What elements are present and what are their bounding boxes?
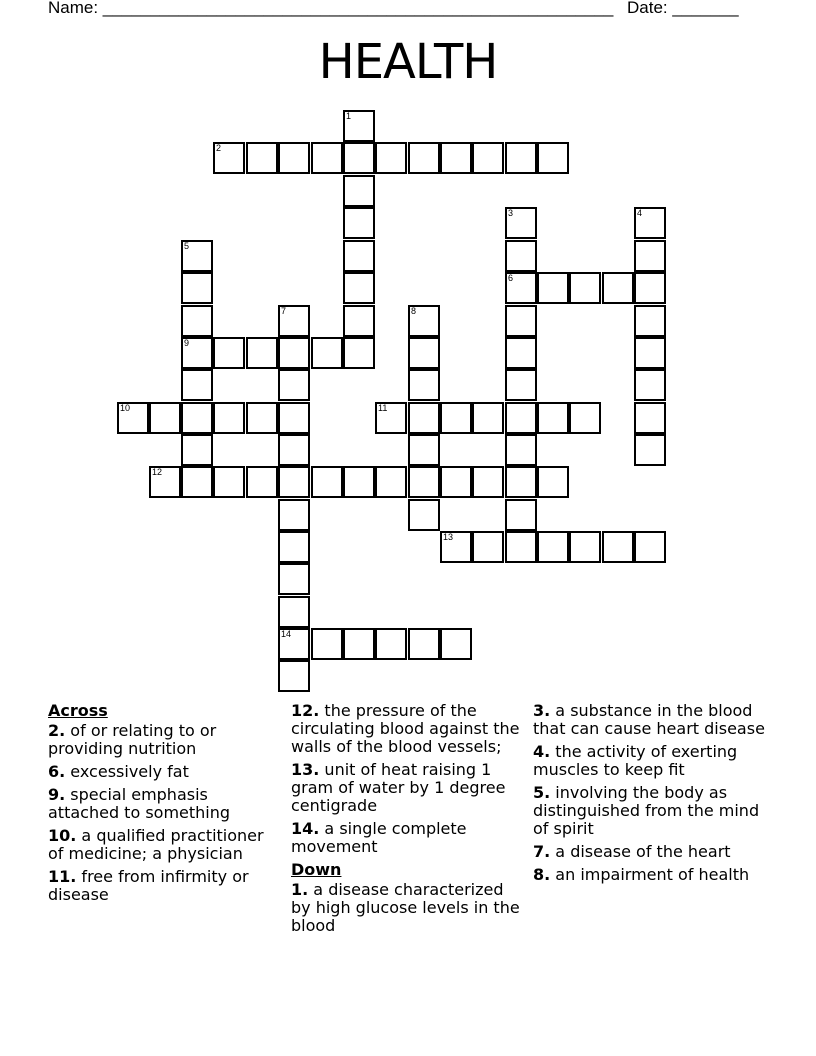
grid-cell[interactable] (634, 402, 666, 434)
grid-cell[interactable] (311, 142, 343, 174)
grid-cell[interactable] (278, 499, 310, 531)
clue-number: 10. (48, 826, 77, 845)
grid-cell[interactable] (440, 142, 472, 174)
clue (533, 866, 773, 884)
grid-cell[interactable] (537, 142, 569, 174)
grid-cell[interactable] (181, 466, 213, 498)
clue-text: the pressure of the circulating blood against the walls of the blood vessels; (291, 701, 520, 756)
clue-text: excessively fat (65, 762, 189, 781)
clue-number: 11 (378, 403, 388, 413)
grid-cell[interactable] (440, 531, 472, 563)
clue (48, 827, 280, 863)
clue (291, 881, 523, 935)
grid-cell[interactable] (505, 369, 537, 401)
clue-number: 13 (443, 532, 454, 542)
clue-number: 8. (533, 865, 551, 884)
clue-number: 10 (120, 403, 131, 413)
grid-cell[interactable] (278, 337, 310, 369)
grid-cell[interactable] (505, 337, 537, 369)
clue (48, 868, 280, 904)
grid-cell[interactable] (278, 305, 310, 337)
grid-cell[interactable] (278, 531, 310, 563)
grid-cell[interactable] (278, 142, 310, 174)
grid-cell[interactable] (343, 272, 375, 304)
grid-cell[interactable] (505, 240, 537, 272)
grid-cell[interactable] (634, 369, 666, 401)
grid-cell[interactable] (634, 337, 666, 369)
clue (291, 820, 523, 856)
grid-cell[interactable] (472, 531, 504, 563)
grid-cell[interactable] (634, 531, 666, 563)
grid-cell[interactable] (472, 402, 504, 434)
grid-cell[interactable] (278, 628, 310, 660)
grid-cell[interactable] (408, 337, 440, 369)
clue (533, 702, 773, 738)
clue-number: 6. (48, 762, 66, 781)
clue-number: 9. (48, 785, 66, 804)
name-label: Name: ______________________________________________________ (48, 0, 614, 17)
grid-cell[interactable] (634, 207, 666, 239)
grid-cell[interactable] (440, 466, 472, 498)
grid-cell[interactable] (343, 337, 375, 369)
clue-number: 7 (281, 306, 287, 316)
grid-cell[interactable] (343, 305, 375, 337)
clue-number: 12. (291, 701, 320, 720)
down-heading: Down (291, 860, 342, 879)
grid-cell[interactable] (634, 272, 666, 304)
clue-column-1 (48, 702, 280, 909)
grid-cell[interactable] (505, 531, 537, 563)
grid-cell[interactable] (375, 142, 407, 174)
grid-cell[interactable] (408, 434, 440, 466)
grid-cell[interactable] (602, 272, 634, 304)
clue (291, 761, 523, 815)
grid-cell[interactable] (634, 305, 666, 337)
grid-cell[interactable] (246, 142, 278, 174)
clue-number: 13. (291, 760, 320, 779)
grid-cell[interactable] (505, 499, 537, 531)
grid-cell[interactable] (505, 207, 537, 239)
grid-cell[interactable] (181, 240, 213, 272)
grid-cell[interactable] (634, 434, 666, 466)
grid-cell[interactable] (278, 369, 310, 401)
clue-text: free from infirmity or disease (48, 867, 249, 904)
grid-cell[interactable] (278, 402, 310, 434)
grid-cell[interactable] (213, 142, 245, 174)
clue-text: a substance in the blood that can cause heart disease (533, 701, 765, 738)
grid-cell[interactable] (311, 466, 343, 498)
clue (533, 784, 773, 838)
grid-cell[interactable] (408, 628, 440, 660)
clue-number: 3. (533, 701, 551, 720)
grid-cell[interactable] (181, 305, 213, 337)
clue-text: involving the body as distinguished from the mind of spirit (533, 783, 760, 838)
clue-number: 6 (508, 273, 514, 283)
clue (533, 843, 773, 861)
clue-text: a qualified practitioner of medicine; a physician (48, 826, 264, 863)
grid-cell[interactable] (343, 142, 375, 174)
grid-cell[interactable] (472, 466, 504, 498)
grid-cell[interactable] (181, 272, 213, 304)
clue-number: 1 (346, 111, 352, 121)
grid-cell[interactable] (246, 402, 278, 434)
grid-cell[interactable] (408, 466, 440, 498)
clue-text: a disease characterized by high glucose levels in the blood (291, 880, 520, 935)
grid-cell[interactable] (375, 466, 407, 498)
grid-cell[interactable] (569, 531, 601, 563)
grid-cell[interactable] (505, 434, 537, 466)
grid-cell[interactable] (408, 499, 440, 531)
puzzle-title: HEALTH (318, 34, 498, 90)
clue-number: 4 (637, 208, 643, 218)
grid-cell[interactable] (213, 466, 245, 498)
grid-cell[interactable] (505, 142, 537, 174)
grid-cell[interactable] (343, 110, 375, 142)
grid-cell[interactable] (505, 272, 537, 304)
grid-cell[interactable] (246, 337, 278, 369)
grid-cell[interactable] (181, 369, 213, 401)
grid-cell[interactable] (440, 628, 472, 660)
grid-cell[interactable] (343, 466, 375, 498)
grid-cell[interactable] (181, 434, 213, 466)
grid-cell[interactable] (408, 402, 440, 434)
clue-text: a single complete movement (291, 819, 467, 856)
clue-number: 12 (152, 467, 163, 477)
grid-cell[interactable] (278, 596, 310, 628)
clue (48, 786, 280, 822)
grid-cell[interactable] (408, 369, 440, 401)
grid-cell[interactable] (440, 402, 472, 434)
grid-cell[interactable] (375, 628, 407, 660)
grid-cell[interactable] (505, 466, 537, 498)
grid-cell[interactable] (311, 337, 343, 369)
clue-text: the activity of exerting muscles to keep fit (533, 742, 738, 779)
grid-cell[interactable] (278, 434, 310, 466)
clue-number: 14 (281, 629, 292, 639)
clue-number: 3 (508, 208, 514, 218)
grid-cell[interactable] (537, 466, 569, 498)
clue-column-3 (533, 702, 773, 889)
grid-cell[interactable] (408, 305, 440, 337)
date-label: Date: _______ (627, 0, 739, 17)
grid-cell[interactable] (343, 207, 375, 239)
grid-cell[interactable] (278, 660, 310, 692)
clue (48, 722, 280, 758)
clue-number: 2 (216, 143, 222, 153)
clue-column-2 (291, 702, 523, 940)
grid-cell[interactable] (343, 175, 375, 207)
grid-cell[interactable] (537, 402, 569, 434)
grid-cell[interactable] (505, 402, 537, 434)
clue-number: 11. (48, 867, 77, 886)
clue-number: 7. (533, 842, 551, 861)
clue (291, 702, 523, 756)
grid-cell[interactable] (278, 466, 310, 498)
clue-text: of or relating to or providing nutrition (48, 721, 217, 758)
clue (48, 763, 280, 781)
grid-cell[interactable] (505, 305, 537, 337)
clue-text: unit of heat raising 1 gram of water by 1 degree centigrade (291, 760, 506, 815)
clue-number: 1. (291, 880, 309, 899)
grid-cell[interactable] (537, 272, 569, 304)
grid-cell[interactable] (181, 402, 213, 434)
clue-number: 5. (533, 783, 551, 802)
clue-number: 5 (184, 241, 190, 251)
grid-cell[interactable] (472, 142, 504, 174)
grid-cell[interactable] (343, 628, 375, 660)
grid-cell[interactable] (213, 337, 245, 369)
grid-cell[interactable] (569, 272, 601, 304)
grid-cell[interactable] (602, 531, 634, 563)
grid-cell[interactable] (117, 402, 149, 434)
grid-cell[interactable] (375, 402, 407, 434)
grid-cell[interactable] (569, 402, 601, 434)
clue-text: a disease of the heart (550, 842, 731, 861)
grid-cell[interactable] (408, 142, 440, 174)
clue-number: 2. (48, 721, 66, 740)
grid-cell[interactable] (311, 628, 343, 660)
grid-cell[interactable] (634, 240, 666, 272)
clue (533, 743, 773, 779)
clue-number: 14. (291, 819, 320, 838)
grid-cell[interactable] (213, 402, 245, 434)
clue-text: an impairment of health (550, 865, 750, 884)
clue-number: 9 (184, 338, 190, 348)
grid-cell[interactable] (181, 337, 213, 369)
grid-cell[interactable] (278, 563, 310, 595)
across-heading: Across (48, 701, 108, 720)
grid-cell[interactable] (149, 466, 181, 498)
grid-cell[interactable] (537, 531, 569, 563)
clue-number: 4. (533, 742, 551, 761)
clue-number: 8 (411, 306, 417, 316)
grid-cell[interactable] (343, 240, 375, 272)
grid-cell[interactable] (149, 402, 181, 434)
grid-cell[interactable] (246, 466, 278, 498)
clue-text: special emphasis attached to something (48, 785, 231, 822)
